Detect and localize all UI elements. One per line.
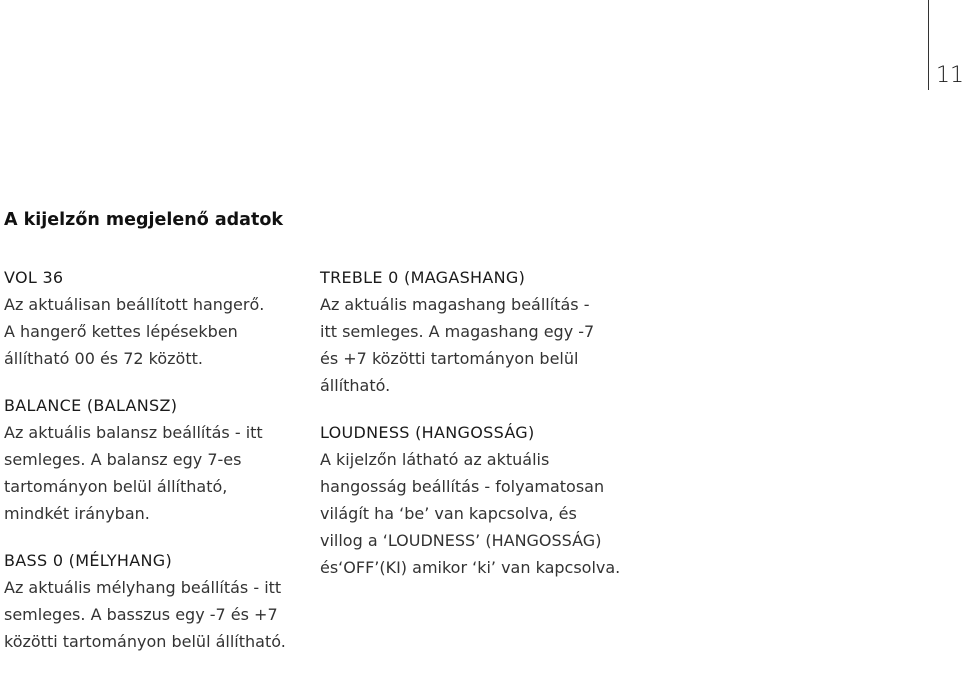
entry-balance [4,392,309,527]
page-number: 11 [936,63,964,88]
entry-title: BASS 0 (MÉLYHANG) [4,551,172,570]
entry-line: közötti tartományon belül állítható. [4,632,286,651]
entry-body [4,291,309,372]
entry-line: világít ha ‘be’ van kapcsolva, és [320,504,577,523]
entry-line: hangosság beállítás - folyamatosan [320,477,605,496]
entry-title: VOL 36 [4,268,64,287]
entry-line: Az aktuálisan beállított hangerő. [4,295,265,314]
entry-line: és +7 közötti tartományon belül [320,349,579,368]
entry-line: semleges. A basszus egy -7 és +7 [4,605,278,624]
entry-body [320,291,650,399]
section-heading: A kijelzőn megjelenő adatok [4,210,284,230]
entry-body [4,419,309,527]
entry-line: Az aktuális mélyhang beállítás - itt [4,578,282,597]
entry-line: villog a ‘LOUDNESS’ (HANGOSSÁG) [320,531,602,550]
entry-line: mindkét irányban. [4,504,150,523]
page-margin-rule [928,0,929,90]
entry-line: A hangerő kettes lépésekben [4,322,238,341]
entry-loudness [320,419,650,581]
entry-line: Az aktuális magashang beállítás - [320,295,590,314]
entry-line: és‘OFF’(KI) amikor ‘ki’ van kapcsolva. [320,558,621,577]
entry-line: állítható. [320,376,391,395]
entry-bass [4,547,309,655]
entry-title: TREBLE 0 (MAGASHANG) [320,268,526,287]
right-column [320,264,650,601]
entry-line: tartományon belül állítható, [4,477,228,496]
entry-line: állítható 00 és 72 között. [4,349,203,368]
left-column [4,264,309,675]
entry-title: BALANCE (BALANSZ) [4,396,178,415]
entry-line: itt semleges. A magashang egy -7 [320,322,595,341]
entry-title: LOUDNESS (HANGOSSÁG) [320,423,535,442]
entry-vol [4,264,309,372]
entry-line: A kijelzőn látható az aktuális [320,450,550,469]
entry-line: semleges. A balansz egy 7-es [4,450,242,469]
entry-treble [320,264,650,399]
entry-body [320,446,650,581]
entry-line: Az aktuális balansz beállítás - itt [4,423,263,442]
entry-body [4,574,309,655]
